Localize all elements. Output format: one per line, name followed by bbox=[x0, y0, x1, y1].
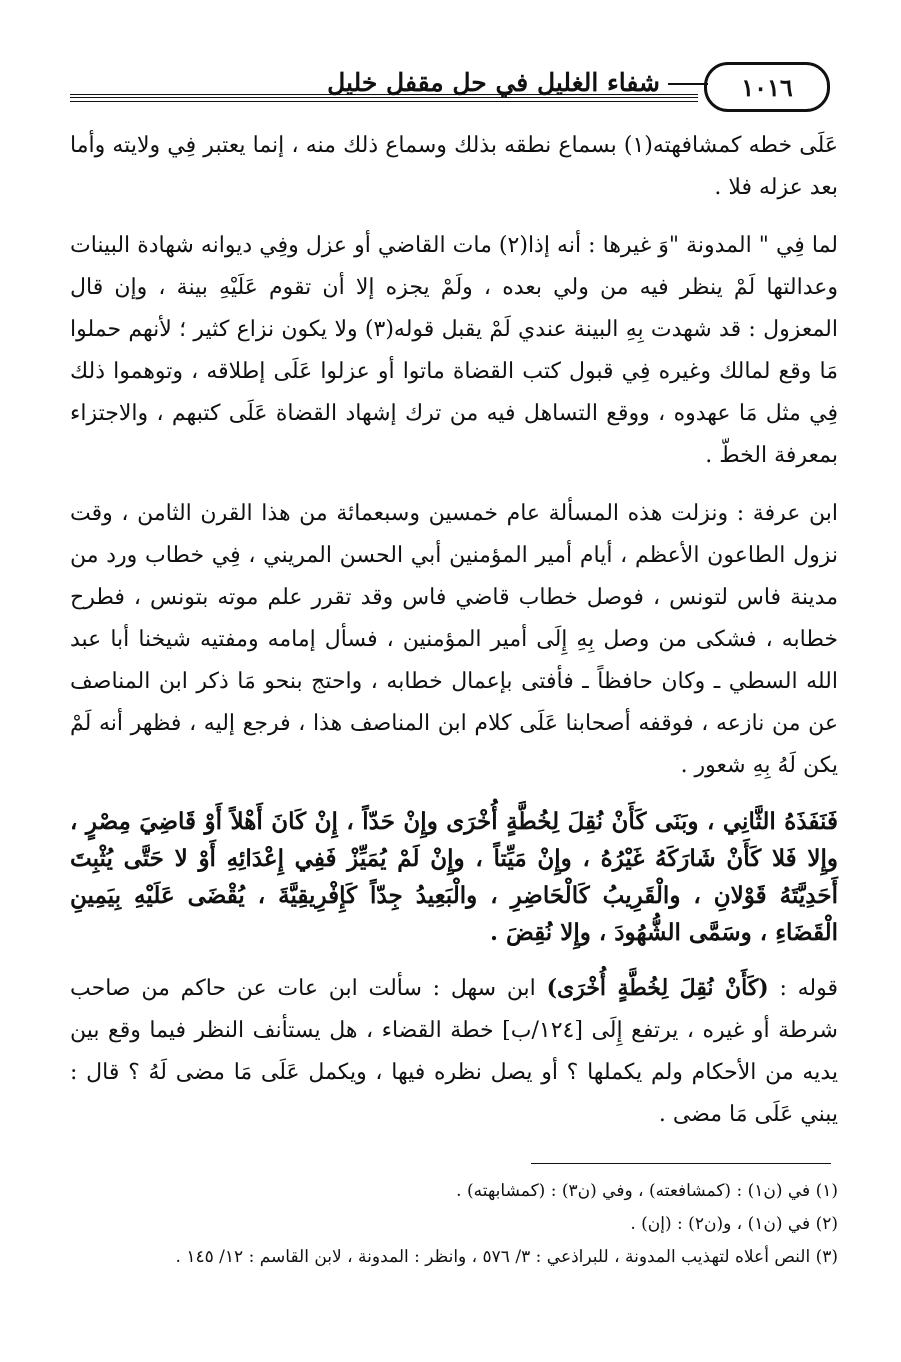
header-rule-short bbox=[668, 83, 708, 85]
commentary-quote: (كَأَنْ نُقِلَ لِخُطَّةٍ أُخْرَى) bbox=[546, 975, 769, 1001]
commentary-text: ابن سهل : سألت ابن عات عن حاكم من صاحب شرطة أو غيره ، يرتفع إِلَى [١٢٤/ب] خطة القضاء ، هل يستأنف النظر فيما وقع بين يديه من الأحكام ولم يكملها ؟ أو يصل نظره فيها ، ويكمل عَلَى مَا مضى لَهُ ؟ قال : يبني عَلَى مَا مضى . bbox=[70, 976, 838, 1127]
footnotes bbox=[70, 1175, 838, 1274]
paragraph-3: ابن عرفة : ونزلت هذه المسألة عام خمسين وسبعمائة من هذا القرن الثامن ، وقت نزول الطاعون الأعظم ، أيام أمير المؤمنين أبي الحسن المريني ، فِي خطاب ورد من مدينة فاس لتونس ، فوصل خطاب قاضي فاس وقد تقرر علم موته بتونس ، فطرح خطابه ، فشكى من وصل بِهِ إِلَى أمير المؤمنين ، فسأل إمامه ومفتيه شيخنا أبا عبد الله السطي ـ وكان حافظاً ـ فأفتى بإعمال خطابه ، واحتج بنحو مَا ذكر ابن المناصف عن من نازعه ، فوقفه أصحابنا عَلَى كلام ابن المناصف هذا ، فرجع إليه ، فظهر أنه لَمْ يكن لَهُ بِهِ شعور . bbox=[70, 501, 838, 778]
main-text bbox=[70, 125, 838, 1152]
header-rule bbox=[70, 94, 698, 102]
footnote-3: (٣) النص أعلاه لتهذيب المدونة ، للبراذعي : ٣/ ٥٧٦ ، وانظر : المدونة ، لابن القاسم : ١٢/ ١٤٥ . bbox=[175, 1247, 838, 1267]
commentary-paragraph bbox=[70, 967, 838, 1136]
paragraph-2: لما فِي " المدونة "وَ غيرها : أنه إذا(٢) مات القاضي أو عزل وفِي ديوانه شهادة البينات وعدالتها لَمْ ينظر فيه من ولي بعده ، ولَمْ يجزه إلا أن تقوم عَلَيْهِ بينة ، وإن قال المعزول : قد شهدت بِهِ البينة عندي لَمْ يقبل قوله(٣) ولا يكون نزاع كثير ؛ لأنهم حملوا مَا وقع لمالك وغيره فِي قبول كتب القضاة ماتوا أو عزلوا عَلَى إطلاقه ، وتوهموا ذلك فِي مثل مَا عهدوه ، ووقع التساهل فيه من ترك إشهاد القضاة عَلَى كتبهم ، والاجتزاء بمعرفة الخطّ . bbox=[70, 233, 839, 468]
paragraph-1: عَلَى خطه كمشافهته(١) بسماع نطقه بذلك وسماع ذلك منه ، إنما يعتبر فِي ولايته وأما بعد عزله فلا . bbox=[70, 133, 838, 200]
page-number: ١٠١٦ bbox=[704, 62, 830, 112]
matn-text: فَنَفَذَهُ الثَّانِي ، وبَنَى كَأَنْ نُقِلَ لِخُطَّةٍ أُخْرَى وإِنْ حَدّاً ، إِنْ كَانَ أَهْلاً أَوْ قَاضِيَ مِصْرٍ ، وإِلا فَلا كَأَنْ شَارَكَهُ غَيْرُهُ ، وإِنْ مَيِّتاً ، وإِنْ لَمْ يُمَيِّزْ فَفِي إِعْدَائِهِ أَوْ لا حَتَّى يُثْبِتَ أَحَدِيَّتَهُ قَوْلانِ ، والْقَرِيبُ كَالْحَاضِرِ ، والْبَعِيدُ جِدّاً كَإِفْرِيقِيَّةَ ، يُقْضَى عَلَيْهِ بِيَمِينِ الْقَضَاءِ ، وسَمَّى الشُّهُودَ ، وإِلا نُقِضَ . bbox=[70, 808, 838, 946]
book-title: شفاء الغليل في حل مقفل خليل bbox=[327, 68, 660, 97]
footnote-2: (٢) في (ن١) ، و(ن٢) : (إن) . bbox=[630, 1214, 838, 1234]
footnote-separator bbox=[531, 1163, 831, 1164]
footnote-1: (١) في (ن١) : (كمشافعته) ، وفي (ن٣) : (كمشابهته) . bbox=[456, 1181, 838, 1201]
commentary-lead: قوله : bbox=[768, 976, 839, 1001]
running-header bbox=[70, 62, 830, 112]
